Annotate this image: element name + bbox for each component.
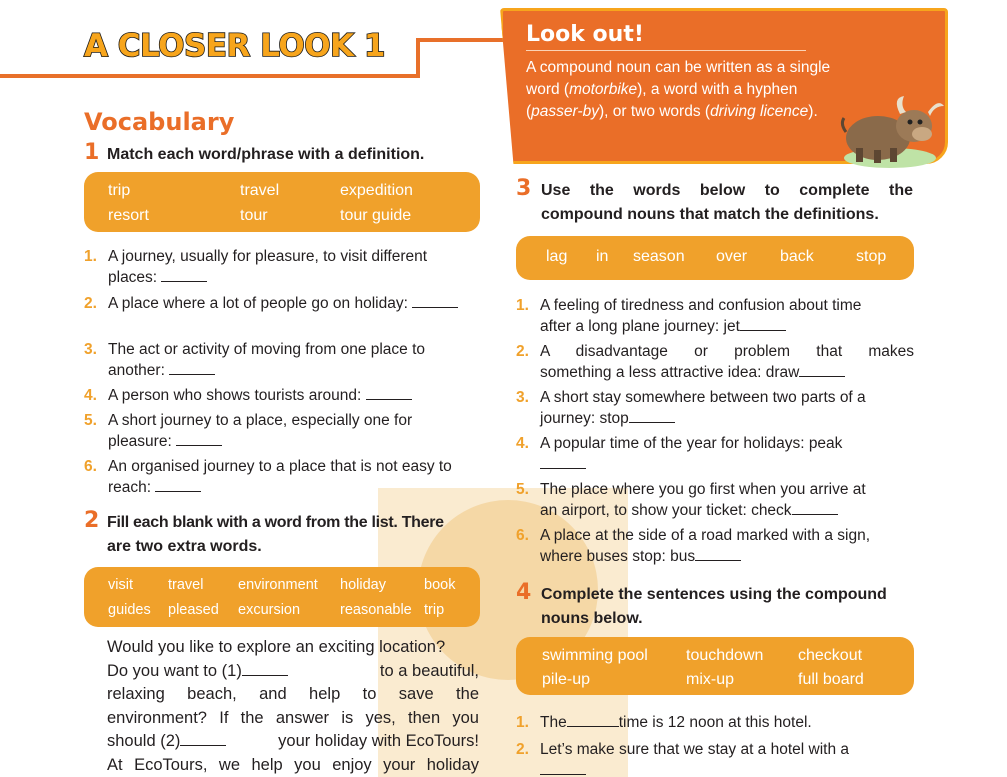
- exercise-2-passage: [107, 636, 479, 777]
- word-chip: back: [780, 248, 814, 265]
- word-chip: pleased: [168, 602, 219, 618]
- answer-blank[interactable]: [792, 501, 838, 515]
- exercise-1-word-box: [84, 172, 480, 232]
- list-item: 1. The time is 12 noon at this hotel.: [516, 714, 812, 731]
- exercise-4-number: 4: [516, 580, 532, 605]
- look-out-title: Look out!: [526, 22, 644, 47]
- list-item: 6. A place at the side of a road marked with a sign, where buses stop: bus: [516, 527, 870, 565]
- answer-blank[interactable]: [155, 478, 201, 492]
- list-item: 4. A popular time of the year for holidays: peak: [516, 433, 914, 475]
- passage-line: Would you like to explore an exciting location?: [107, 638, 446, 656]
- look-out-line-2: word (motorbike), a word with a hyphen: [526, 81, 798, 98]
- exercise-1-number: 1: [84, 140, 100, 165]
- list-item: 3. The act or activity of moving from one place to another:: [84, 341, 426, 379]
- word-chip: swimming pool: [542, 647, 648, 664]
- word-chip: in: [596, 248, 609, 265]
- buffalo-mascot-icon: [838, 88, 950, 170]
- word-chip: environment: [238, 577, 318, 593]
- word-chip: over: [716, 248, 748, 265]
- word-chip: season: [633, 248, 685, 265]
- look-out-divider: [526, 50, 806, 51]
- word-chip: guides: [108, 602, 151, 618]
- passage-line: should (2) your holiday with EcoTours!: [107, 732, 479, 750]
- list-item: 3. A short stay somewhere between two parts of a journey: stop: [516, 389, 866, 427]
- exercise-4-instruction-line-2: nouns below.: [541, 610, 643, 627]
- vocabulary-heading: Vocabulary: [84, 108, 235, 136]
- word-chip: mix-up: [686, 671, 735, 688]
- passage-line: Do you want to (1) to a beautiful,: [107, 661, 479, 680]
- answer-blank[interactable]: [540, 455, 586, 469]
- exercise-4-word-box: [516, 637, 914, 695]
- word-chip: travel: [168, 577, 204, 593]
- exercise-3-instruction-line-1: Use the words below to complete the: [541, 182, 913, 199]
- passage-line: environment? If the answer is yes, then you: [107, 708, 479, 727]
- word-chip: resort: [108, 207, 149, 224]
- exercise-2-instruction-line-2: are two extra words.: [107, 538, 262, 555]
- exercise-2-number: 2: [84, 508, 100, 533]
- answer-blank[interactable]: [540, 761, 586, 775]
- word-chip: tour guide: [340, 207, 412, 224]
- answer-blank[interactable]: [180, 732, 226, 746]
- answer-blank[interactable]: [740, 317, 786, 331]
- word-chip: travel: [240, 182, 280, 199]
- word-chip: trip: [424, 602, 445, 618]
- answer-blank[interactable]: [169, 361, 215, 375]
- exercise-1-instruction: Match each word/phrase with a definition.: [107, 146, 425, 163]
- list-item: 2. Let’s make sure that we stay at a hotel with a: [516, 739, 914, 777]
- answer-blank[interactable]: [799, 363, 845, 377]
- title-rule: [0, 74, 420, 78]
- word-chip: tour: [240, 207, 268, 224]
- word-chip: visit: [108, 577, 133, 593]
- answer-blank[interactable]: [176, 432, 222, 446]
- word-chip: holiday: [340, 577, 386, 593]
- word-chip: expedition: [340, 182, 413, 199]
- word-chip: stop: [856, 248, 887, 265]
- exercise-2-word-box: [84, 567, 480, 627]
- list-item: 5. The place where you go first when you arrive at an airport, to show your ticket: check: [516, 481, 866, 519]
- word-chip: trip: [108, 182, 131, 199]
- passage-line: At EcoTours, we help you enjoy your holiday: [107, 755, 479, 774]
- look-out-text: [526, 57, 886, 123]
- exercise-3-word-box: [516, 236, 914, 280]
- passage-line: relaxing beach, and help to save the: [107, 685, 479, 703]
- answer-blank[interactable]: [567, 713, 619, 727]
- title-rule-bracket: [416, 38, 420, 78]
- answer-blank[interactable]: [161, 268, 207, 282]
- word-chip: reasonable: [340, 602, 412, 618]
- word-chip: full board: [798, 671, 864, 688]
- word-chip: lag: [546, 248, 568, 265]
- list-item: 6. An organised journey to a place that is not easy to reach:: [84, 458, 452, 496]
- answer-blank[interactable]: [629, 409, 675, 423]
- exercise-2-instruction-line-1: Fill each blank with a word from the list. There: [107, 514, 444, 531]
- word-chip: touchdown: [686, 647, 764, 664]
- list-item: 1. A feeling of tiredness and confusion about time after a long plane journey: jet: [516, 297, 862, 335]
- exercise-4-instruction-line-1: Complete the sentences using the compound: [541, 586, 887, 603]
- look-out-line-3: (passer-by), or two words (driving licence).: [526, 103, 818, 120]
- answer-blank[interactable]: [412, 294, 458, 308]
- word-chip: excursion: [238, 602, 301, 618]
- exercise-3-number: 3: [516, 176, 532, 201]
- list-item: 4. A person who shows tourists around:: [84, 385, 480, 406]
- answer-blank[interactable]: [242, 662, 288, 676]
- list-item: 1. A journey, usually for pleasure, to visit different places:: [84, 248, 428, 286]
- answer-blank[interactable]: [695, 547, 741, 561]
- word-chip: book: [424, 577, 456, 593]
- exercise-3-instruction-line-2: compound nouns that match the definitions.: [541, 206, 879, 223]
- word-chip: pile-up: [542, 671, 591, 688]
- page-title: A CLOSER LOOK 1: [84, 28, 385, 64]
- look-out-line-1: A compound noun can be written as a single: [526, 59, 831, 76]
- answer-blank[interactable]: [366, 386, 412, 400]
- list-item: 2. A place where a lot of people go on holiday:: [84, 293, 480, 314]
- title-rule-top: [416, 38, 516, 42]
- list-item: 2. A disadvantage or problem that makes something a less attractive idea: draw: [516, 343, 914, 381]
- list-item: 5. A short journey to a place, especially one for pleasure:: [84, 412, 413, 450]
- word-chip: checkout: [798, 647, 863, 664]
